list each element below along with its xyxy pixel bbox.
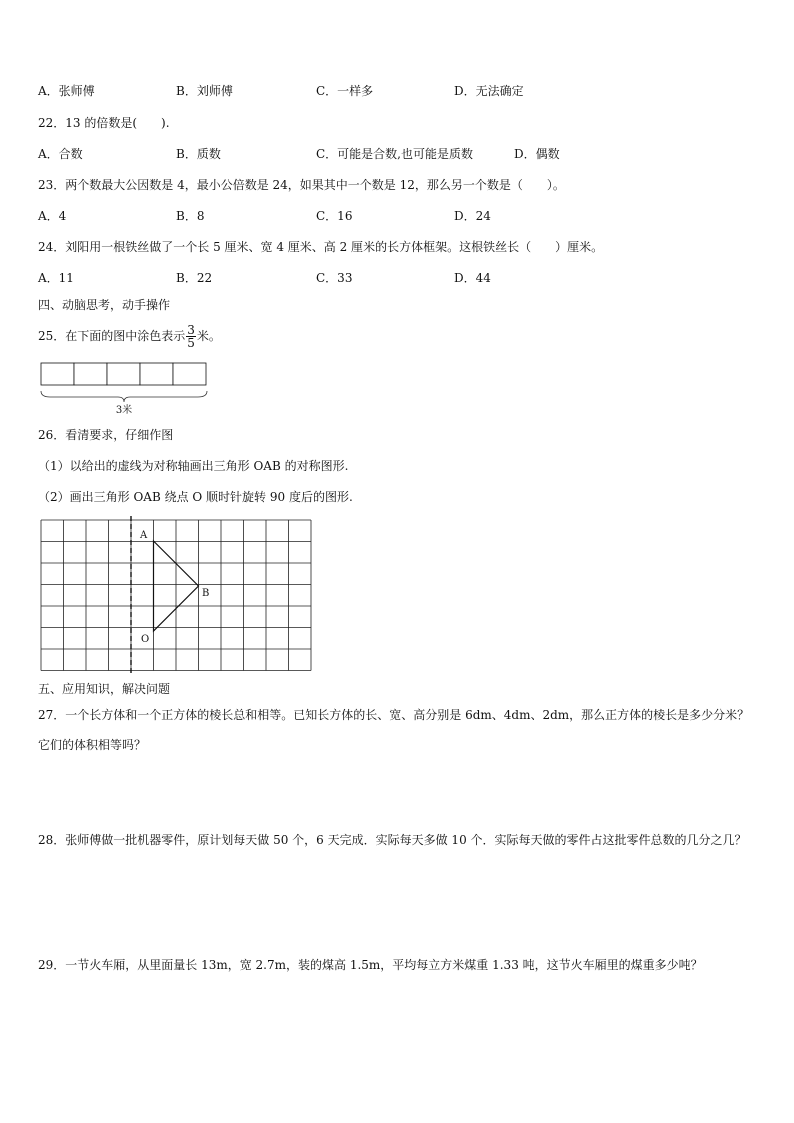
q22-stem: 22．13 的倍数是( ).: [38, 116, 170, 130]
label-o: O: [141, 634, 150, 645]
q25-fraction-numerator: 3: [187, 323, 195, 337]
q22-option-d[interactable]: D．偶数: [514, 147, 560, 161]
q23-option-a[interactable]: A．4: [38, 209, 67, 223]
q23-stem: 23．两个数最大公因数是 4，最小公倍数是 24，如果其中一个数是 12，那么另一个数是（ ）。: [38, 178, 565, 192]
q22-option-c[interactable]: C．可能是合数,也可能是质数: [316, 147, 473, 161]
q26-sub1: （1）以给出的虚线为对称轴画出三角形 OAB 的对称图形.: [38, 459, 349, 473]
label-b: B: [202, 588, 210, 599]
q25-fraction-denominator: 5: [187, 336, 195, 350]
q23-option-b[interactable]: B．8: [176, 209, 205, 223]
q24-stem: 24．刘阳用一根铁丝做了一个长 5 厘米、宽 4 厘米、高 2 厘米的长方体框架。这根铁丝长（ ）厘米。: [38, 240, 604, 254]
q21-option-b[interactable]: B．刘师傅: [176, 84, 233, 98]
q25-bar-label: 3米: [115, 405, 133, 416]
q22-option-b[interactable]: B．质数: [176, 147, 221, 161]
q24-option-b[interactable]: B．22: [176, 271, 213, 285]
q26-sub2: （2）画出三角形 OAB 绕点 O 顺时针旋转 90 度后的图形.: [38, 490, 353, 504]
q22-option-a[interactable]: A．合数: [38, 147, 83, 161]
label-a: A: [140, 530, 148, 541]
q26-stem: 26．看清要求，仔细作图: [38, 428, 174, 442]
q24-option-c[interactable]: C．33: [316, 271, 353, 285]
q21-option-c[interactable]: C．一样多: [316, 84, 374, 98]
grid-lines: [41, 520, 311, 671]
q21-option-d[interactable]: D．无法确定: [454, 84, 524, 98]
q25-stem-after: 米。: [196, 329, 221, 343]
q24-option-d[interactable]: D．44: [454, 271, 491, 285]
q25-stem-before: 25．在下面的图中涂色表示: [38, 329, 186, 343]
section-4-title: 四、动脑思考，动手操作: [38, 298, 171, 312]
q29-text: 29．一节火车厢，从里面量长 13m，宽 2.7m，装的煤高 1.5m，平均每立方米煤重 1.33 吨，这节火车厢里的煤重多少吨？: [38, 958, 703, 972]
section-5-title: 五、应用知识，解决问题: [38, 682, 171, 696]
q27-text: 27．一个长方体和一个正方体的棱长总和相等。已知长方体的长、宽、高分别是 6dm、4dm、2dm，那么正方体的棱长是多少分米？它们的体积相等吗？: [38, 708, 750, 752]
q28-text: 28．张师傅做一批机器零件，原计划每天做 50 个，6 天完成．实际每天多做 10 个．实际每天做的零件占这批零件总数的几分之几？: [38, 833, 747, 847]
q24-option-a[interactable]: A．11: [38, 271, 74, 285]
q23-option-d[interactable]: D．24: [454, 209, 491, 223]
q23-option-c[interactable]: C．16: [316, 209, 353, 223]
q21-option-a[interactable]: A．张师傅: [38, 84, 95, 98]
